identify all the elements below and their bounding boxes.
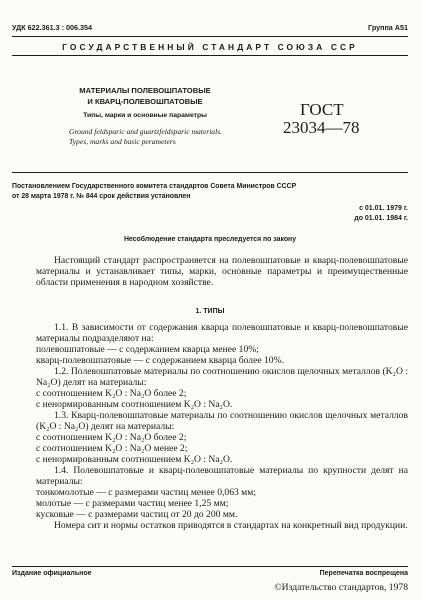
gost-label: ГОСТ [300,100,344,119]
udk-code: УДК 622.361.3 : 006.354 [12,23,92,32]
clause-1-3-item-c: с ненормированным соотношением K₂O : Na₂O. [36,454,233,465]
title-line-1: МАТЕРИАЛЫ ПОЛЕВОШПАТОВЫЕ [79,86,211,95]
clause-1-4-item-a: тонкомолотые — с размерами частиц менее 0,063 мм; [36,487,256,498]
publisher-copyright: ©Издательство стандартов, 1978 [274,582,408,593]
intro-paragraph: Настоящий стандарт распространяется на полевошпатовые и кварц-полевошпатовые материалы и устанавливает типы, марки, основные параметры и преимущественные области применения в народном хозяйстве. [36,255,408,288]
clause-1-4-item-b: молотые — с размерами частиц менее 1,25 мм; [36,498,229,509]
title-line-2: И КВАРЦ-ПОЛЕВОШПАТОВЫЕ [87,97,203,106]
clause-1-4-note: Номера сит и нормы остатков приводятся в стандартах на конкретный вид продукции. [54,520,408,531]
section-1-heading: 1. ТИПЫ [195,308,225,315]
title-subtitle: Типы, марки и основные параметры [83,112,207,119]
top-rule [12,36,408,37]
reprint-prohibited: Перепечатка воспрещена [319,570,408,577]
footer-rule [12,566,408,567]
group-code: Группа А51 [368,23,408,32]
decree-line-1: Постановлением Государственного комитета стандартов Совета Министров СССР [12,183,297,190]
state-standard-banner: ГОСУДАРСТВЕННЫЙ СТАНДАРТ СОЮЗА ССР [62,42,358,52]
banner-rule [12,55,408,56]
clause-1-1-item-a: полевошпатовые — с содержанием кварца менее 10%; [36,344,259,355]
clause-1-4-item-c: кусковые — с размерами частиц от 20 до 200 мм. [36,509,238,520]
title-rule [12,172,408,173]
clause-1-1: 1.1. В зависимости от содержания кварца полевошпатовые и кварц-полевошпатовые материалы подразделяют на: [36,322,408,344]
section-1-body [36,322,408,531]
english-title-line-2: Types, marks and basic perameters [69,137,176,146]
clause-1-3: 1.3. Кварц-полевошпатовые материалы по соотношению окислов щелочных металлов (K₂O : Na₂O) делят на материалы: [36,410,408,432]
clause-1-3-item-a: с соотношением K₂O : Na₂O более 2; [36,432,187,443]
clause-1-1-item-b: кварц-полевошпатовые — с содержанием кварца более 10%. [36,355,284,366]
gost-number: 23034—78 [283,118,360,137]
legal-warning: Несоблюдение стандарта преследуется по закону [123,236,297,243]
clause-1-4: 1.4. Полевошпатовые и кварц-полевошпатовые материалы по крупности делят на материалы: [36,465,408,487]
date-to: до 01.01. 1984 г. [354,215,408,222]
clause-1-2: 1.2. Полевошпатовые материалы по соотношению окислов щелочных металлов (K₂O : Na₂O) делят на материалы: [36,366,408,388]
clause-1-2-item-b: с ненормированным соотношением K₂O : Na₂O. [36,399,233,410]
official-edition: Издание официальное [12,570,92,577]
english-title-line-1: Ground feldsparic and guartzfeldsparic materials. [69,127,223,136]
clause-1-2-item-a: с соотношением K₂O : Na₂O более 2; [36,388,187,399]
intro-block [36,255,408,288]
validity-dates [354,204,408,224]
clause-1-3-item-b: с соотношением K₂O : Na₂O менее 2; [36,443,188,454]
date-from: с 01.01. 1979 г. [359,205,408,212]
decree-line-2: от 28 марта 1978 г. № 844 срок действия установлен [12,193,191,200]
